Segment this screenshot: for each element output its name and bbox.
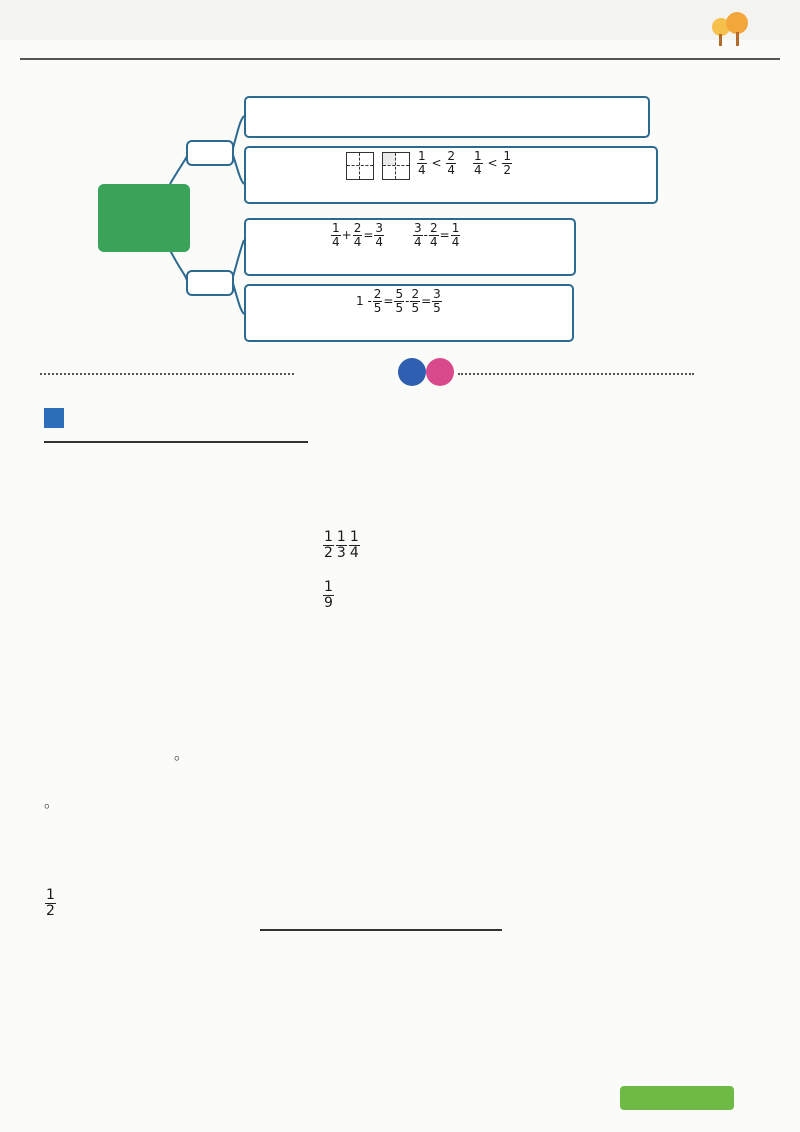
divider-badge-jing (398, 358, 426, 386)
add-sub-box (244, 218, 576, 276)
question-2: $\frac{1}{2}$ $\frac{1}{3}$ $\frac{1}{4}$ (324, 529, 359, 561)
tree-icon (726, 12, 748, 34)
one-minus-box (244, 284, 574, 342)
divider-line-left (40, 373, 294, 375)
answer-1-comparison: 。 (44, 793, 60, 811)
divider-line-right (458, 373, 694, 375)
definition-box (244, 96, 650, 138)
header-band (0, 0, 800, 40)
header-divider (20, 58, 780, 60)
compare-example-1: $\frac{1}{4}$ < $\frac{2}{4}$ (418, 149, 455, 177)
mindmap-branch-recognize (186, 140, 234, 166)
divider-badge-jiang (426, 358, 454, 386)
answer-1: 。 (174, 745, 190, 763)
fraction-wall-half (260, 929, 502, 931)
mindmap-center (98, 184, 190, 252)
tree-trunk (719, 34, 722, 46)
fraction-square-icon (346, 152, 374, 180)
one-minus-example: 1 - $\frac{2}{5}$ = $\frac{5}{5}$ - $\frac{2}{5}$ = $\frac{3}{5}$ (356, 287, 441, 315)
comparison-box (244, 146, 658, 204)
sub-example: $\frac{3}{4}$ - $\frac{2}{4}$ = $\frac{1}{4}$ (414, 221, 460, 249)
add-example: $\frac{1}{4}$ + $\frac{2}{4}$ = $\frac{3}{4}$ (332, 221, 384, 249)
tree-trunk (736, 32, 739, 46)
page-badge (620, 1086, 734, 1110)
example-badge (44, 408, 64, 428)
compare-example-2: $\frac{1}{4}$ < $\frac{1}{2}$ (474, 149, 511, 177)
mindmap-branch-calc (186, 270, 234, 296)
answer-3: $\frac{1}{2}$ (46, 887, 55, 919)
question-2b: $\frac{1}{9}$ (324, 579, 333, 611)
fraction-square-icon (382, 152, 410, 180)
fraction-wall (44, 441, 308, 443)
